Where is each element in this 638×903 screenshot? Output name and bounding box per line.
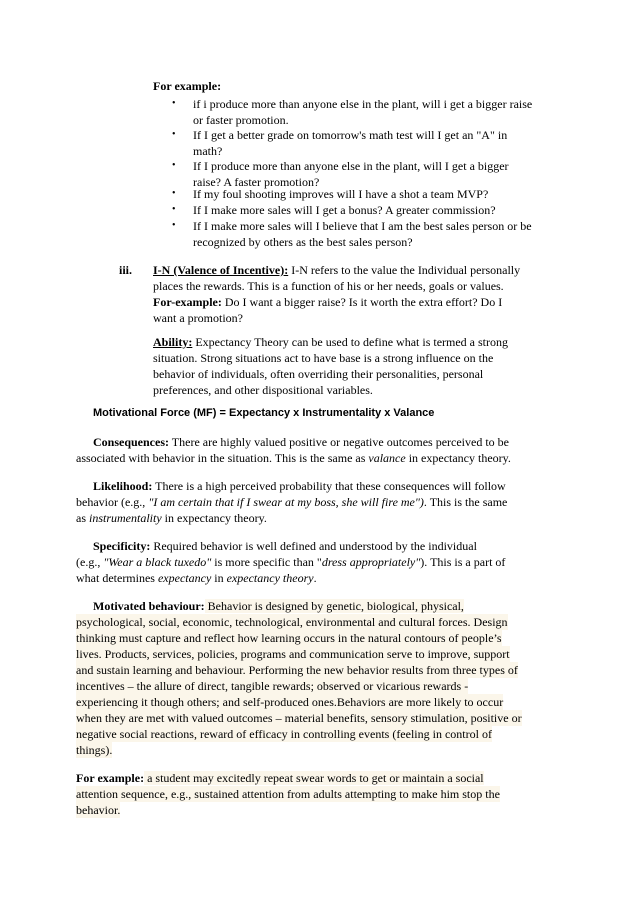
specificity-label: Specificity: — [93, 539, 151, 553]
ability-text: Expectancy Theory can be used to define what is termed a strong — [192, 335, 509, 349]
specificity-text: what determines — [76, 571, 158, 585]
section-iii-line-3 — [153, 294, 502, 310]
section-iii-text: Do I want a bigger raise? Is it worth the extra effort? Do I — [221, 295, 503, 309]
final-example-line-2: attention sequence, e.g., sustained attention from adults attempting to make him stop the — [76, 787, 500, 801]
motivated-behaviour-line-1 — [93, 598, 464, 614]
bullet-glyph: • — [172, 204, 176, 215]
likelihood-label: Likelihood: — [93, 479, 153, 493]
bullet-6-line-2: recognized by others as the best sales person? — [193, 235, 413, 249]
final-example-line-1 — [76, 770, 484, 786]
specificity-line-1 — [93, 538, 477, 554]
bullet-4-line-1: If my foul shooting improves will I have a shot a team MVP? — [193, 187, 489, 201]
bullet-glyph: • — [172, 220, 176, 231]
likelihood-text: behavior (e.g., — [76, 495, 149, 509]
ability-label: Ability: — [153, 335, 193, 349]
ability-line-3: behavior of individuals, often overriding their personalities, personal — [153, 367, 484, 381]
final-example-line-3: behavior. — [76, 803, 121, 817]
motivated-behaviour-line: when they are met with valued outcomes – material benefits, sensory stimulation, positive or — [76, 711, 522, 725]
motivated-behaviour-line: incentives – the allure of direct, tangible rewards; observed or vicarious rewards - — [76, 679, 469, 693]
section-iii-numeral: iii. — [119, 263, 133, 277]
bullet-glyph: • — [172, 129, 176, 140]
specificity-text: is more specific than " — [211, 555, 322, 569]
motivated-behaviour-line: and sustain learning and behaviour. Performing the new behavior results from three types of — [76, 663, 518, 677]
bullet-glyph: • — [172, 160, 176, 171]
bullet-3-line-2: raise? A faster promotion? — [193, 175, 320, 189]
consequences-line-1 — [93, 434, 509, 450]
motivational-force-formula: Motivational Force (MF) = Expectancy x Instrumentality x Valance — [93, 407, 435, 419]
motivated-behaviour-line: psychological, social, economic, technological, environmental and cultural forces. Design — [76, 615, 508, 629]
specificity-quote: dress appropriately" — [321, 555, 421, 569]
motivated-behaviour-label: Motivated behaviour: — [93, 599, 205, 613]
ability-line-2: situation. Strong situations act to have base is a strong influence on the — [153, 351, 494, 365]
motivated-behaviour-line: experiencing it though others; and self-produced ones.Behaviors are more likely to occur — [76, 695, 504, 709]
section-iii-text: I-N refers to the value the Individual personally — [288, 263, 521, 277]
likelihood-text: . This is the same — [423, 495, 508, 509]
likelihood-line-3 — [76, 510, 267, 526]
motivated-behaviour-line: thinking must capture and reflect how learning occurs in the natural contours of people’s — [76, 631, 502, 645]
specificity-quote: "Wear a black tuxedo" — [103, 555, 212, 569]
specificity-line-3 — [76, 570, 317, 586]
section-iii-line-1 — [153, 262, 520, 278]
specificity-line-2 — [76, 554, 505, 570]
for-example-label: For-example: — [153, 295, 222, 309]
bullet-2-line-2: math? — [193, 144, 223, 158]
consequences-label: Consequences: — [93, 435, 170, 449]
specificity-text: (e.g., — [76, 555, 104, 569]
final-example-text: a student may excitedly repeat swear words to get or maintain a social — [144, 771, 484, 785]
specificity-text: Required behavior is well defined and understood by the individual — [150, 539, 477, 553]
bullet-5-line-1: If I make more sales will I get a bonus? A greater commission? — [193, 203, 496, 217]
consequences-text: There are highly valued positive or negative outcomes perceived to be — [169, 435, 510, 449]
consequences-line-2 — [76, 450, 511, 466]
expectancy-theory-term: expectancy theory — [226, 571, 314, 585]
motivated-behaviour-text: Behavior is designed by genetic, biological, physical, — [204, 599, 464, 613]
motivated-behaviour-line: negative social reactions, reward of efficacy in controlling events (feeling in control of — [76, 727, 492, 741]
likelihood-text: in expectancy theory. — [161, 511, 267, 525]
valance-term: valance — [368, 451, 406, 465]
likelihood-text: There is a high perceived probability that these consequences will follow — [152, 479, 506, 493]
ability-line-4: preferences, and other dispositional variables. — [153, 383, 373, 397]
bullet-glyph: • — [172, 188, 176, 199]
likelihood-line-2 — [76, 494, 507, 510]
motivated-behaviour-line: things). — [76, 743, 113, 757]
consequences-text: in expectancy theory. — [405, 451, 511, 465]
section-iii-line-4: want a promotion? — [153, 311, 243, 325]
bullet-2-line-1: If I get a better grade on tomorrow's math test will I get an "A" in — [193, 128, 508, 142]
likelihood-quote: "I am certain that if I swear at my boss, she will fire me") — [148, 495, 424, 509]
ability-line-1 — [153, 334, 508, 350]
bullet-6-line-1: If I make more sales will I believe that I am the best sales person or be — [193, 219, 532, 233]
section-iii-heading: I-N (Valence of Incentive): — [153, 263, 289, 277]
final-example-label: For example: — [76, 771, 145, 785]
consequences-text: associated with behavior in the situation. This is the same as — [76, 451, 369, 465]
likelihood-line-1 — [93, 478, 506, 494]
section-iii-line-2: places the rewards. This is a function of his or her needs, goals or values. — [153, 279, 504, 293]
motivated-behaviour-line: lives. Products, services, policies, programs and communication serve to improve, support — [76, 647, 510, 661]
likelihood-text: as — [76, 511, 89, 525]
specificity-text: . — [313, 571, 317, 585]
specificity-text: in — [211, 571, 227, 585]
specificity-text: ). This is a part of — [420, 555, 506, 569]
bullet-glyph: • — [172, 98, 176, 109]
bullet-1-line-2: or faster promotion. — [193, 113, 289, 127]
expectancy-term: expectancy — [157, 571, 212, 585]
instrumentality-term: instrumentality — [89, 511, 162, 525]
bullet-1-line-1: if i produce more than anyone else in the plant, will i get a bigger raise — [193, 97, 533, 111]
bullet-3-line-1: If I produce more than anyone else in the plant, will I get a bigger — [193, 159, 509, 173]
example-heading: For example: — [153, 79, 222, 93]
